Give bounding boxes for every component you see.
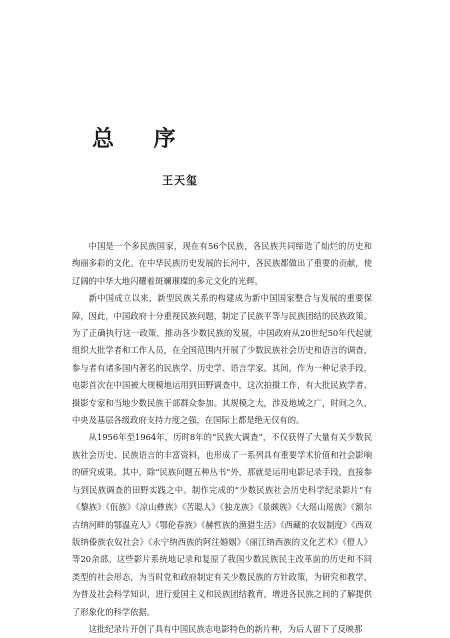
paragraph: 中国是一个多民族国家，现在有56个民族，各民族共同缔造了灿烂的历史和绚丽多彩的文化。在中华民族历史发展的长河中，各民族都做出了重要的贡献，使辽阔的中华大地闪耀着斑斓璀璨的多元文化的光辉。 [72, 241, 372, 286]
paragraph: 这批纪录片开创了具有中国民族志电影特色的新片种，为后人留下了反映那 [88, 623, 363, 634]
paragraph: 新中国成立以来，新型民族关系的构建成为新中国国家整合与发展的重要保障，因此，中国政府十分重视民族问题，制定了民族平等与民族团结的民族政策。为了正确执行这一政策，推动各少数民族的发展，中国政府从20世纪50年代起就组织大批学者和工作人员，在全国范围内开展了少数民族社会历史和语言的调查，参与者有诸多国内著名的民族学、历史学、语言学家。其间，作为一种记录手段，电影首次在中国被大规模地运用到田野调查中，这次拍摄工作，有大批民族学者、摄影专家和当地少数民族干部群众参加。其规模之大，涉及地域之广，时间之久，中央及基层各级政府支持力度之强，在国际上都是绝无仅有的。 [72, 293, 372, 426]
paragraph: 从1956年至1964年，历时8年的“民族大调查”，不仅获得了大量有关少数民族社会历史、民族语言的丰富资料，也形成了一系列具有重要学术价值和社会影响的研究成果。其中，除“民族问题五种丛书”外，那就是运用电影记录手段，直接参与到民族调查的田野实践之中。制作完成的“少数民族社会历史科学纪录影片”有《黎族》《佤族》《凉山彝族》《苦聪人》《独龙族》《景颇族》《大瑶山瑶族》《额尔古纳河畔的鄂温克人》《鄂伦春族》《赫哲族的渔猎生活》《西藏的农奴制度》《西双版纳傣族农奴社会》《永宁纳西族的阿注婚姻》《丽江纳西族的文化艺术》《僜人》等20余部。这些影片系统地记录和复原了我国少数民族民主改革前的历史和不同类型的社会形态，为当时党和政府制定有关少数民族的方针政策，为研究和教学，为普及社会科学知识，进行爱国主义和民族团结教育，增进各民族之间的了解提供了形象化的科学依据。 [72, 432, 372, 617]
page-title: 总 序 [92, 126, 192, 152]
body-text [72, 238, 372, 638]
author-name: 王天玺 [162, 174, 198, 187]
